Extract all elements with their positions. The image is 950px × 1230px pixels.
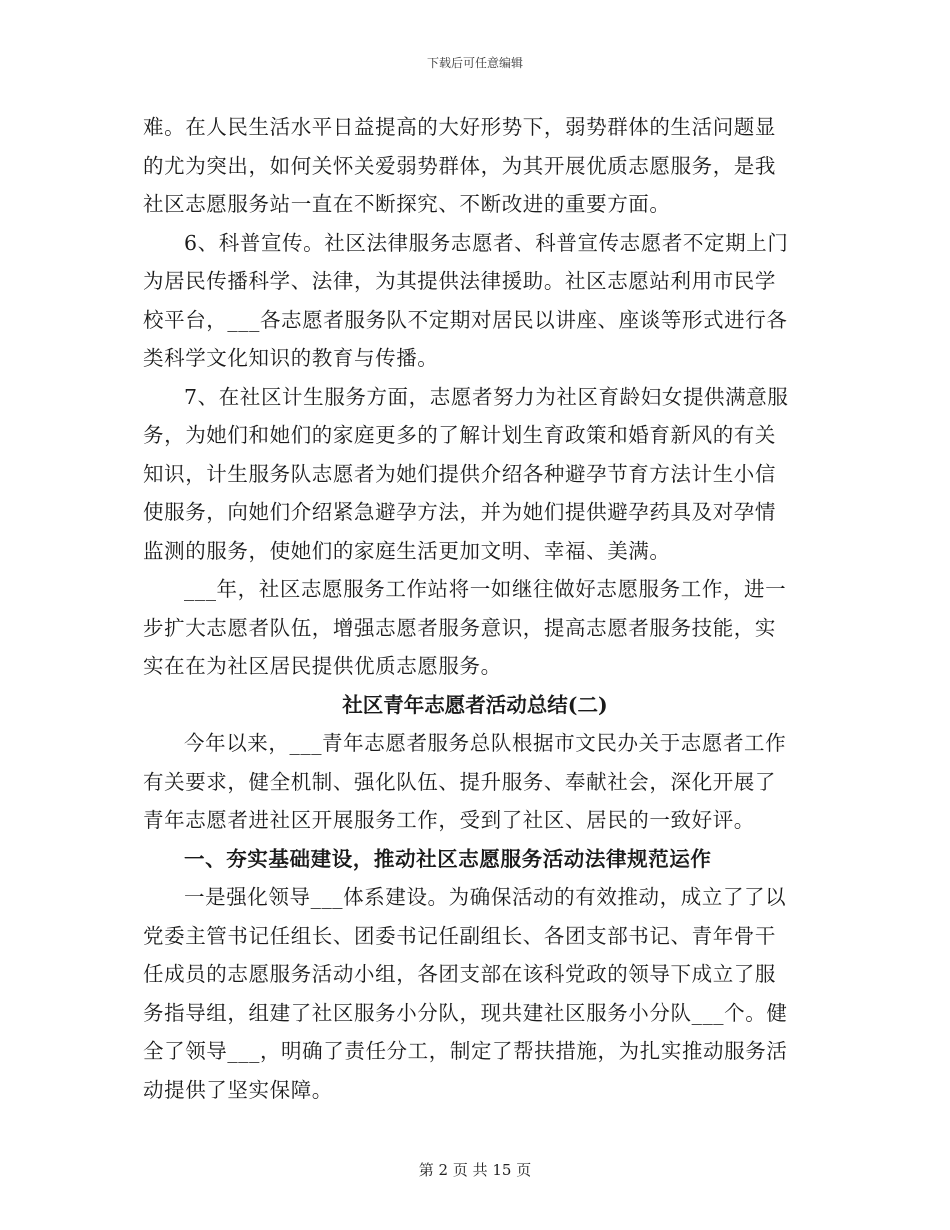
text-line: 为居民传播科学、法律，为其提供法律援助。社区志愿站利用市民学 (143, 269, 776, 293)
text-line: 今年以来，___青年志愿者服务总队根据市文民办关于志愿者工作 (184, 731, 787, 755)
text-line: 务，为她们和她们的家庭更多的了解计划生育政策和婚育新风的有关 (143, 423, 776, 447)
text-line: 全了领导___，明确了责任分工，制定了帮扶措施，为扎实推动服务活 (143, 1039, 788, 1063)
text-line: 校平台，___各志愿者服务队不定期对居民以讲座、座谈等形式进行各 (143, 307, 788, 332)
text-line: 的尤为突出，如何关怀关爱弱势群体，为其开展优质志愿服务，是我 (143, 153, 776, 178)
text-line: 7、在社区计生服务方面，志愿者努力为社区育龄妇女提供满意服 (184, 384, 789, 409)
section-heading: 一、夯实基础建设，推动社区志愿服务活动法律规范运作 (184, 846, 712, 871)
text-line: 实在在为社区居民提供优质志愿服务。 (143, 654, 502, 678)
section-title: 社区青年志愿者活动总结(二) (342, 692, 608, 717)
text-line: 监测的服务，使她们的家庭生活更加文明、幸福、美满。 (143, 538, 671, 563)
text-line: 务指导组，组建了社区服务小分队，现共建社区服务小分队___个。健 (143, 1000, 788, 1025)
page-footer: 第 2 页 共 15 页 (418, 1161, 532, 1179)
text-line: 任成员的志愿服务活动小组，各团支部在该科党政的领导下成立了服 (143, 962, 776, 986)
text-line: 步扩大志愿者队伍，增强志愿者服务意识，提高志愿者服务技能，实 (143, 615, 776, 640)
text-line: 知识，计生服务队志愿者为她们提供介绍各种避孕节育方法计生小信 (143, 461, 776, 486)
text-line: 类科学文化知识的教育与传播。 (143, 346, 439, 370)
text-line: 一是强化领导___体系建设。为确保活动的有效推动，成立了了以 (184, 885, 787, 909)
text-line: 使服务，向她们介绍紧急避孕方法，并为她们提供避孕药具及对孕情 (143, 500, 776, 524)
document-body (143, 108, 807, 1109)
text-line: 动提供了坚实保障。 (143, 1077, 333, 1102)
page-header: 下载后可任意编辑 (426, 56, 523, 70)
text-line: 6、科普宣传。社区法律服务志愿者、科普宣传志愿者不定期上门 (184, 230, 789, 255)
text-line: ___年，社区志愿服务工作站将一如继往做好志愿服务工作，进一 (184, 577, 787, 601)
text-line: 难。在人民生活水平日益提高的大好形势下，弱势群体的生活问题显 (143, 115, 776, 139)
text-line: 有关要求，健全机制、强化队伍、提升服务、奉献社会，深化开展了 (143, 769, 776, 794)
text-line: 党委主管书记任组长、团委书记任副组长、各团支部书记、青年骨干 (143, 923, 776, 948)
text-line: 青年志愿者进社区开展服务工作，受到了社区、居民的一致好评。 (143, 808, 755, 832)
text-line: 社区志愿服务站一直在不断探究、不断改进的重要方面。 (143, 192, 671, 216)
